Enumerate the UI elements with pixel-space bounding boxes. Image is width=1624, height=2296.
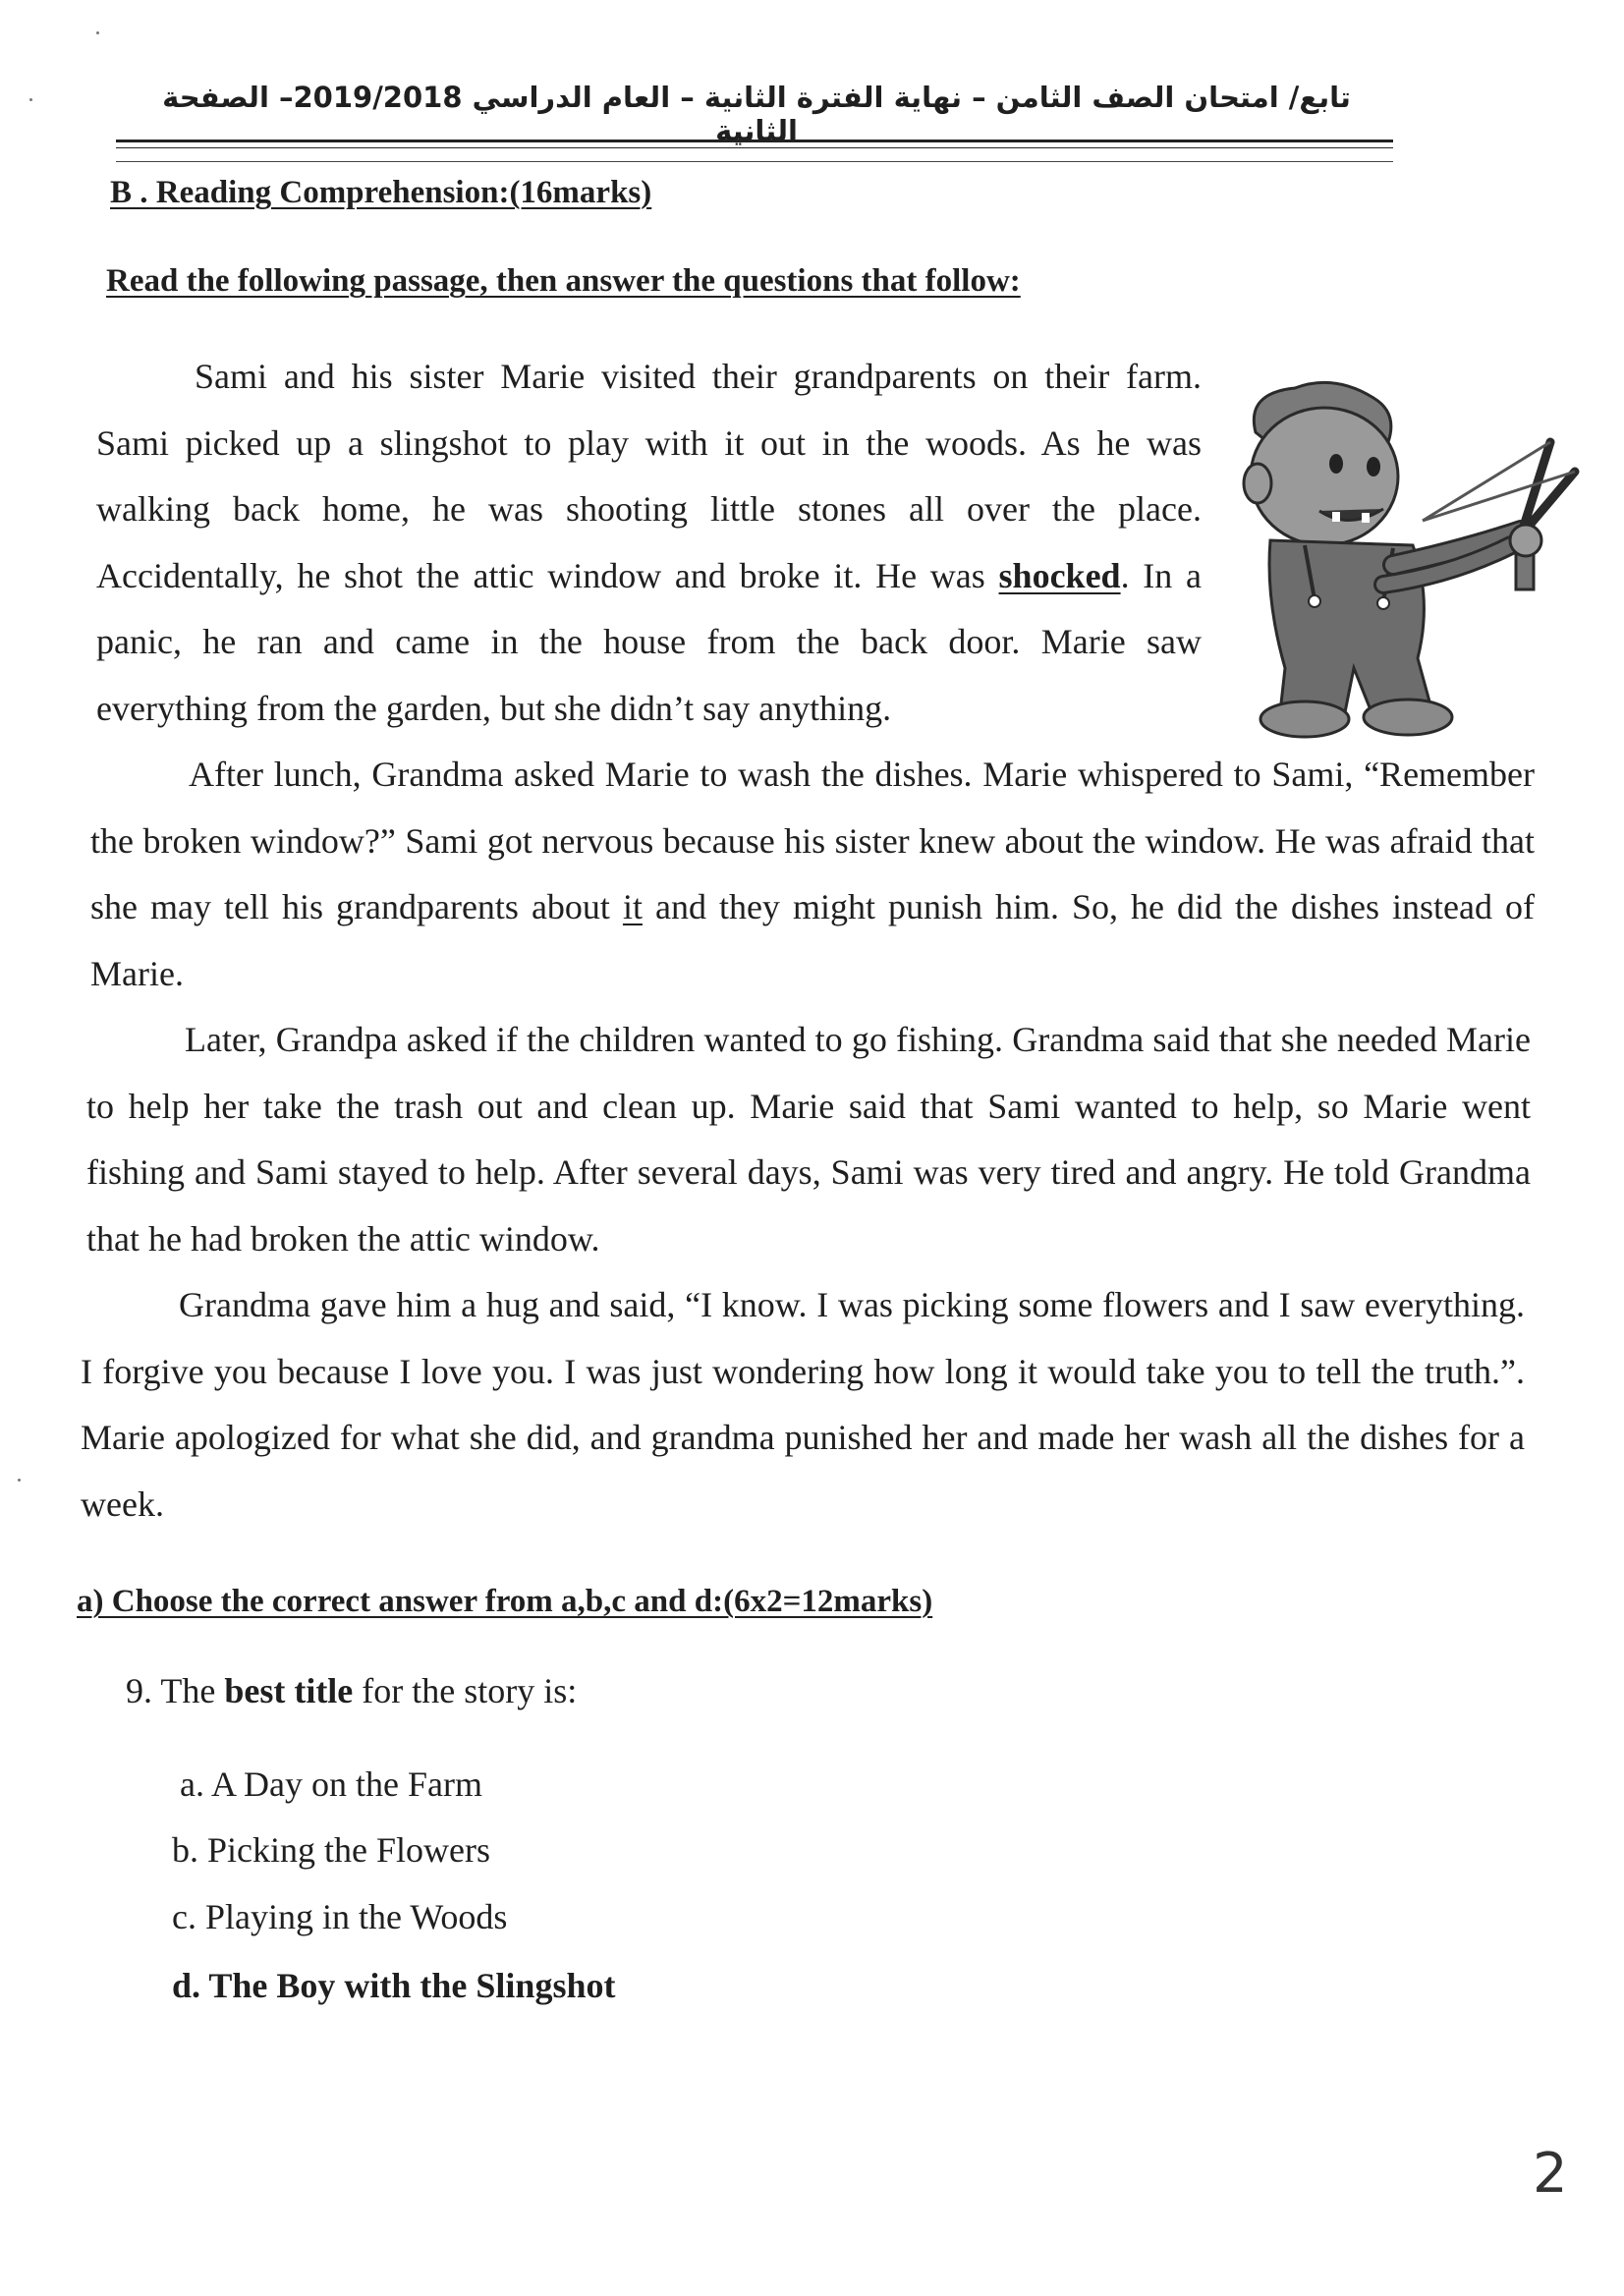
scan-speck — [96, 31, 99, 34]
passage-paragraph-4: Grandma gave him a hug and said, “I know. I was picking some flowers and I saw everything. I forgive you because I love you. I was just wondering how long it would take you to tell the truth.”. Marie apologized for what she did, and grandma punished her and made her wash all the dishes for a week. — [81, 1285, 1525, 1524]
scan-speck — [29, 98, 32, 101]
underlined-word-it: it — [622, 887, 643, 926]
passage-instruction: Read the following passage, then answer the questions that follow: — [106, 263, 1021, 299]
option-d: d. The Boy with the Slingshot — [172, 1966, 616, 2005]
question-9: 9. The best title for the story is: — [126, 1671, 578, 1710]
header-rule — [116, 147, 1393, 148]
part-a-title: a) Choose the correct answer from a,b,c and d:(6x2=12marks) — [77, 1584, 933, 1619]
header-rule-thin — [116, 161, 1393, 162]
page-header: تابع/ امتحان الصف الثامن – نهاية الفترة الثانية – العام الدراسي 2019/2018– الصفحة الثانية — [162, 81, 1351, 147]
page-number: 2 — [1533, 2142, 1568, 2206]
scan-speck — [18, 1479, 21, 1482]
underlined-word-shocked: shocked — [998, 555, 1121, 595]
section-b-title: B . Reading Comprehension:(16marks) — [110, 175, 652, 210]
passage-paragraph-3: Later, Grandpa asked if the children wanted to go fishing. Grandma said that she needed Marie to help her take the trash out and clean up. Marie said that Sami wanted to help, so Marie went fishing and Sami stayed to help. After several days, Sami was very tired and angry. He told Grandma that he had broken the attic window. — [86, 1020, 1531, 1259]
option-a: a. A Day on the Farm — [180, 1764, 482, 1804]
boy-with-slingshot-icon — [1226, 373, 1604, 747]
option-b: b. Picking the Flowers — [172, 1830, 490, 1870]
header-rule-thick — [116, 140, 1393, 142]
passage-paragraph-1: Sami and his sister Marie visited their grandparents on their farm. Sami picked up a slingshot to play with it out in the woods. As he was walking back home, he was shooting little stones all over the place. Accidentally, he shot the attic window and broke it. He was shocked. In a panic, he ran and came in the house from the back door. Marie saw everything from the garden, but she didn’t say anything. — [96, 357, 1203, 728]
option-c: c. Playing in the Woods — [172, 1897, 508, 1936]
passage-paragraph-2: After lunch, Grandma asked Marie to wash the dishes. Marie whispered to Sami, “Remember the broken window?” Sami got nervous because his sister knew about the window. He was afraid that she may tell his grandparents about it and they might punish him. So, he did the dishes instead of Marie. — [90, 755, 1536, 993]
